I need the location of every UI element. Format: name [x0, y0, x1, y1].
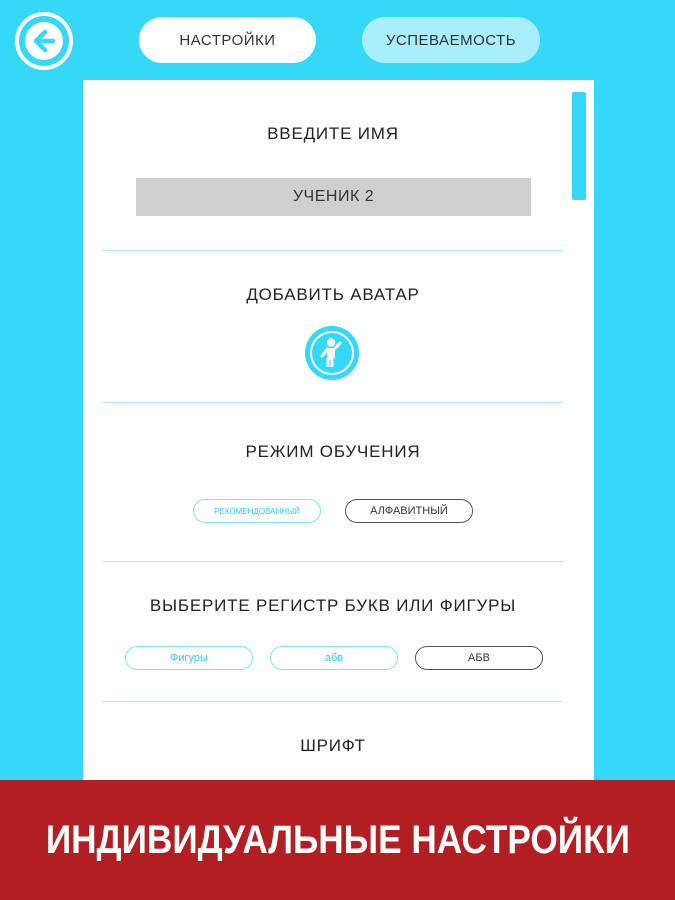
- letter-case-title: ВЫБЕРИТЕ РЕГИСТР БУКВ ИЛИ ФИГУРЫ: [149, 596, 517, 615]
- name-section-title: ВВЕДИТЕ ИМЯ: [267, 124, 399, 143]
- mode-recommended-option[interactable]: РЕКОМЕНДОВАННЫЙ: [193, 499, 321, 523]
- divider: [103, 250, 563, 251]
- learning-mode-title: РЕЖИМ ОБУЧЕНИЯ: [245, 442, 421, 461]
- case-figures-option[interactable]: Фигуры: [125, 646, 253, 670]
- avatar-ring: [310, 331, 354, 375]
- child-avatar-icon: [318, 337, 346, 369]
- divider: [103, 561, 563, 562]
- promo-banner: [0, 780, 675, 900]
- mode-alphabetical-option[interactable]: АЛФАВИТНЫЙ: [345, 499, 473, 523]
- scrollbar-thumb[interactable]: [572, 92, 586, 200]
- settings-panel: [83, 80, 594, 780]
- divider: [103, 402, 563, 403]
- back-button-inner: [25, 22, 63, 60]
- add-avatar-button[interactable]: [305, 326, 359, 380]
- font-section-title: ШРИФТ: [300, 736, 366, 755]
- case-lowercase-option[interactable]: абв: [270, 646, 398, 670]
- name-input[interactable]: УЧЕНИК 2: [136, 178, 531, 216]
- tab-progress[interactable]: УСПЕВАЕМОСТЬ: [362, 17, 540, 63]
- divider: [103, 701, 563, 702]
- tab-settings[interactable]: НАСТРОЙКИ: [139, 17, 316, 63]
- banner-text: ИНДИВИДУАЛЬНЫЕ НАСТРОЙКИ: [45, 817, 630, 862]
- case-uppercase-option[interactable]: АБВ: [415, 646, 543, 670]
- back-button[interactable]: [15, 12, 73, 70]
- avatar-section-title: ДОБАВИТЬ АВАТАР: [246, 285, 420, 304]
- arrow-left-icon: [31, 28, 57, 54]
- scrollbar[interactable]: [572, 92, 586, 772]
